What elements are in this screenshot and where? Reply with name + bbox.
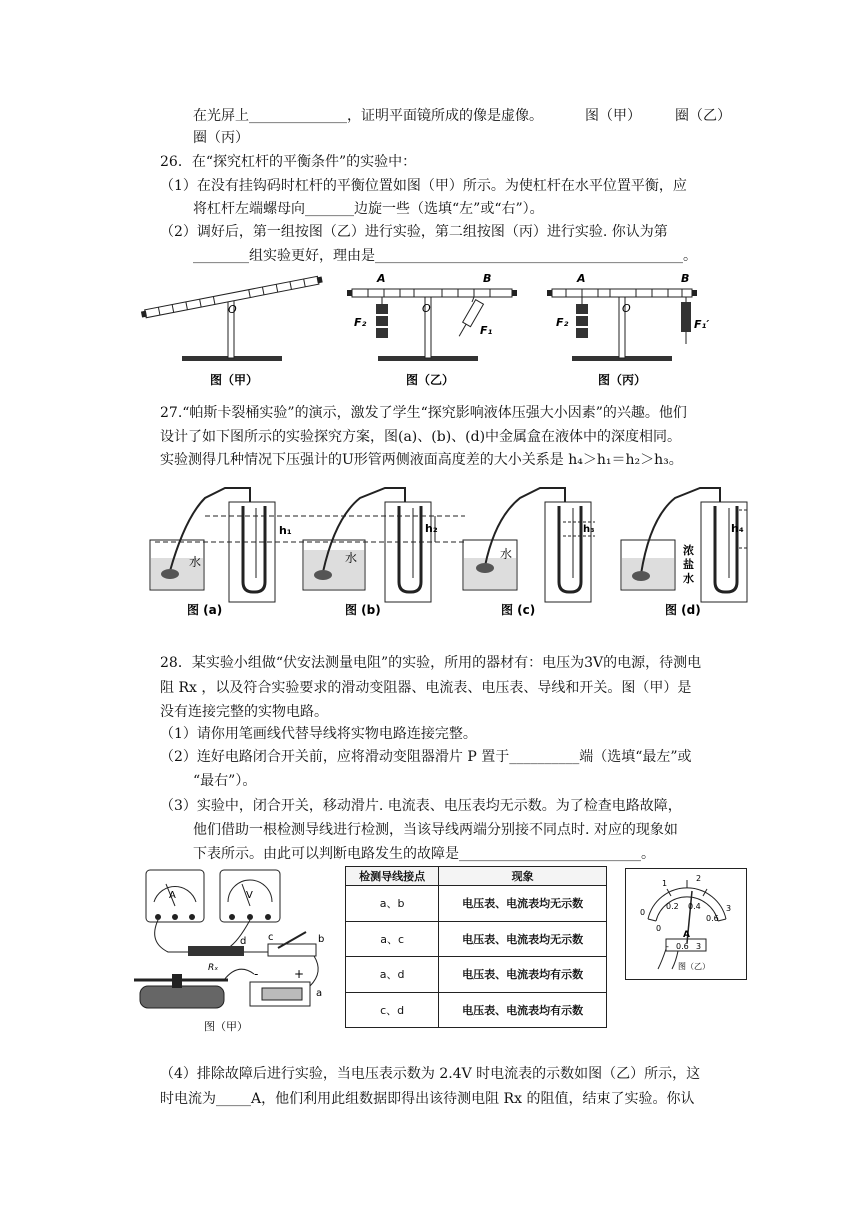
svg-text:A: A [169, 890, 176, 901]
svg-text:F₂: F₂ [556, 316, 569, 329]
svg-text:-: - [254, 967, 259, 981]
svg-text:B: B [483, 272, 492, 285]
manometer-d [621, 488, 749, 617]
table-cell: 电压表、电流表均有示数 [439, 992, 607, 1028]
manometer-b [303, 488, 438, 617]
svg-text:水: 水 [683, 572, 694, 585]
table-cell: a、d [346, 957, 439, 993]
svg-text:浓: 浓 [683, 544, 694, 557]
lever-bing [547, 272, 709, 387]
table-header: 现象 [439, 867, 607, 886]
voltmeter [220, 870, 280, 922]
table-cell: a、c [346, 921, 439, 957]
caption: 图（乙） [406, 373, 455, 387]
svg-text:F₂: F₂ [354, 316, 367, 329]
svg-text:0.6: 0.6 [706, 914, 719, 923]
table-cell: 电压表、电流表均无示数 [439, 886, 607, 922]
text-line: ________组实验更好，理由是____________________________________________。 [193, 248, 697, 264]
svg-text:O: O [422, 302, 431, 315]
caption: 图 (c) [501, 603, 536, 617]
svg-text:水: 水 [345, 551, 358, 565]
manometer-c [463, 488, 595, 617]
text-line: 时电流为_____A，他们利用此组数据即得出该待测电阻 Rx 的阻值，结束了实验。你认 [160, 1091, 695, 1107]
caption: 图（丙） [598, 373, 647, 387]
text-line: 圈（丙） [193, 130, 249, 146]
svg-text:A: A [683, 930, 690, 940]
svg-text:3: 3 [696, 942, 702, 951]
svg-text:F₁′: F₁′ [694, 318, 710, 331]
text-line: 阻 Rx ，以及符合实验要求的滑动变阻器、电流表、电压表、导线和开关。图（甲）是 [160, 680, 692, 696]
svg-text:0.2: 0.2 [666, 902, 679, 911]
svg-text:0.4: 0.4 [688, 902, 701, 911]
ammeter-dial-figure [625, 868, 747, 980]
caption: 图 (b) [345, 603, 381, 617]
table-cell: 电压表、电流表均无示数 [439, 921, 607, 957]
svg-text:h₁: h₁ [279, 524, 292, 537]
table-header: 检测导线接点 [346, 867, 439, 886]
manometer-a [150, 488, 292, 617]
svg-text:0: 0 [640, 908, 646, 917]
text-line: 设计了如下图所示的实验探究方案，图(a)、(b)、(d)中金属盒在液体中的深度相同。 [160, 429, 682, 445]
table-cell: a、b [346, 886, 439, 922]
ammeter [146, 870, 204, 922]
lever-figure [140, 268, 715, 394]
svg-text:水: 水 [500, 547, 513, 561]
svg-text:1: 1 [662, 879, 668, 888]
table-cell: c、d [346, 992, 439, 1028]
svg-text:2: 2 [696, 874, 702, 883]
circuit-figure [128, 862, 333, 1038]
fault-table [345, 866, 607, 1028]
svg-text:0.6: 0.6 [676, 942, 689, 951]
text-line: （3）实验中，闭合开关，移动滑片. 电流表、电压表均无示数。为了检查电路故障， [160, 798, 682, 814]
lever-yi [347, 272, 517, 387]
battery [250, 967, 322, 1006]
svg-text:d: d [240, 936, 247, 947]
text-line: （2）连好电路闭合开关前，应将滑动变阻器滑片 P 置于__________端（选填“最左”或 [160, 749, 692, 765]
svg-text:B: B [681, 272, 690, 285]
text-line: 下表所示。由此可以判断电路发生的故障是__________________________。 [193, 846, 655, 862]
rheostat [134, 974, 228, 1008]
text-line: （1）在没有挂钩码时杠杆的平衡位置如图（甲）所示。为使杠杆在水平位置平衡，应 [160, 178, 687, 194]
resistor-rx [188, 936, 246, 973]
table-cell: 电压表、电流表均有示数 [439, 957, 607, 993]
text-line: 实验测得几种情况下压强计的U形管两侧液面高度差的大小关系是 h₄＞h₁＝h₂＞h₃。 [160, 452, 683, 468]
caption: 图 (a) [187, 603, 223, 617]
caption: 圈（乙） [675, 108, 731, 124]
svg-text:h₃: h₃ [583, 524, 595, 535]
svg-text:Rₓ: Rₓ [208, 963, 219, 973]
svg-text:h₄: h₄ [731, 522, 744, 535]
caption: 图（甲） [204, 1020, 248, 1033]
caption: 图（乙） [678, 962, 710, 971]
svg-text:水: 水 [189, 555, 202, 569]
question-26-stem: 26．在“探究杠杆的平衡条件”的实验中： [160, 154, 417, 170]
text-line: 在光屏上______________，证明平面镜所成的像是虚像。 [193, 108, 543, 124]
svg-text:-: - [666, 942, 669, 951]
table-row [346, 992, 607, 1028]
caption: 图 (d) [665, 603, 701, 617]
switch [268, 932, 324, 956]
svg-text:盐: 盐 [683, 558, 694, 571]
svg-text:O: O [622, 302, 631, 315]
text-line: “最右”）。 [193, 773, 257, 789]
svg-text:3: 3 [726, 904, 732, 913]
question-28-stem: 28．某实验小组做“伏安法测量电阻”的实验，所用的器材有：电压为3V的电源，待测电 [160, 655, 702, 671]
lever-jia [141, 276, 323, 387]
svg-text:F₁: F₁ [480, 324, 493, 337]
text-line: （1）请你用笔画线代替导线将实物电路连接完整。 [160, 726, 477, 742]
table-row [346, 957, 607, 993]
table-row [346, 886, 607, 922]
svg-text:0: 0 [656, 924, 662, 933]
text-line: （2）调好后，第一组按图（乙）进行实验，第二组按图（丙）进行实验. 你认为第 [160, 224, 668, 240]
svg-text:+: + [294, 967, 305, 981]
svg-text:c: c [268, 932, 274, 943]
svg-text:V: V [246, 890, 253, 901]
table-row [346, 921, 607, 957]
text-line: 没有连接完整的实物电路。 [160, 704, 328, 720]
svg-text:h₂: h₂ [425, 522, 438, 535]
svg-text:a: a [316, 988, 323, 999]
text-line: 将杠杆左端螺母向_______边旋一些（选填“左”或“右”）。 [193, 201, 544, 217]
svg-text:A: A [377, 272, 386, 285]
pressure-figure [145, 478, 755, 618]
caption: 图（甲） [585, 108, 641, 124]
text-line: 他们借助一根检测导线进行检测，当该导线两端分别接不同点时. 对应的现象如 [193, 822, 678, 838]
svg-text:A: A [577, 272, 586, 285]
text-line: （4）排除故障后进行实验，当电压表示数为 2.4V 时电流表的示数如图（乙）所示，这 [160, 1066, 701, 1082]
question-27-stem: 27.“帕斯卡裂桶实验”的演示，激发了学生“探究影响液体压强大小因素”的兴趣。他们 [160, 405, 687, 421]
caption: 图（甲） [210, 373, 259, 387]
svg-text:b: b [318, 934, 325, 945]
svg-text:O: O [228, 303, 237, 316]
